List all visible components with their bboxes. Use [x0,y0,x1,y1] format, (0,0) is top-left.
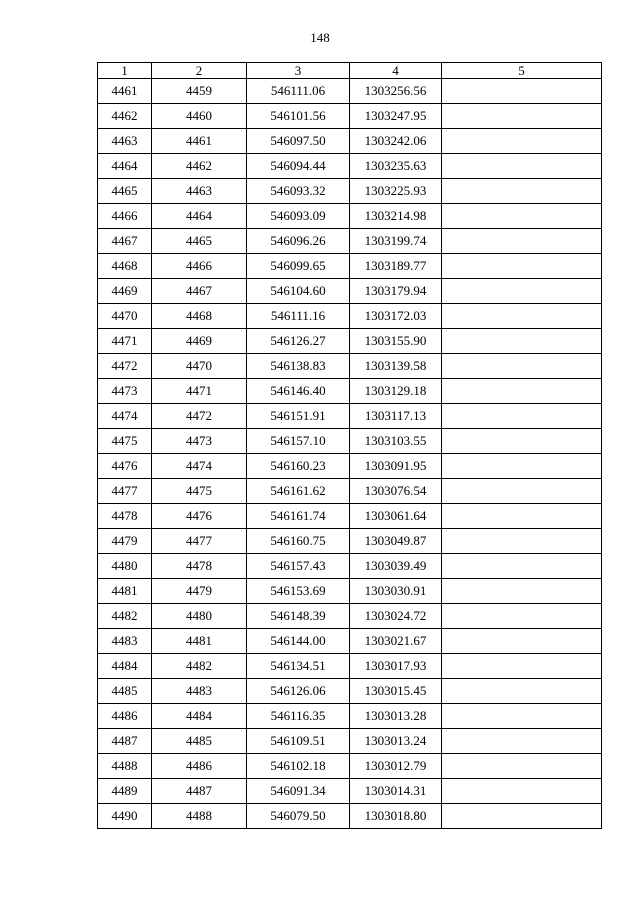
table-row [98,329,602,354]
table-cell: 4470 [98,304,152,329]
table-cell: 4483 [98,629,152,654]
table-cell [442,629,602,654]
table-cell: 4488 [98,754,152,779]
table-row [98,404,602,429]
table-cell: 4473 [152,429,247,454]
table-cell: 4461 [98,79,152,104]
table-cell: 4481 [98,579,152,604]
table-row [98,779,602,804]
table-row [98,279,602,304]
table-cell: 4478 [98,504,152,529]
coordinates-table [97,62,602,829]
table-row [98,154,602,179]
table-cell: 546144.00 [247,629,350,654]
table-cell: 4488 [152,804,247,829]
table-cell: 546096.26 [247,229,350,254]
table-cell [442,529,602,554]
table-cell: 546126.06 [247,679,350,704]
table-cell: 4477 [98,479,152,504]
table-cell: 1303015.45 [350,679,442,704]
table-cell [442,329,602,354]
table-cell: 4485 [98,679,152,704]
table-cell: 4465 [152,229,247,254]
table-row [98,429,602,454]
table-cell: 1303014.31 [350,779,442,804]
table-row [98,804,602,829]
table-cell: 1303256.56 [350,79,442,104]
table-cell: 1303199.74 [350,229,442,254]
table-cell: 4468 [152,304,247,329]
table-cell: 4480 [152,604,247,629]
table-row [98,704,602,729]
table-row [98,679,602,704]
table-row [98,479,602,504]
table-cell: 4459 [152,79,247,104]
table-row [98,454,602,479]
table-cell [442,704,602,729]
table-cell: 546091.34 [247,779,350,804]
table-cell [442,679,602,704]
table-row [98,179,602,204]
table-cell: 4469 [98,279,152,304]
column-header: 1 [98,63,152,79]
table-cell [442,379,602,404]
page-number: 148 [310,30,330,45]
column-header: 4 [350,63,442,79]
table-cell [442,279,602,304]
table-cell: 4483 [152,679,247,704]
table-row [98,79,602,104]
table-cell: 4469 [152,329,247,354]
table-cell [442,479,602,504]
table-cell: 1303017.93 [350,654,442,679]
table-cell [442,129,602,154]
table-cell [442,404,602,429]
table-cell: 4470 [152,354,247,379]
table-cell: 4460 [152,104,247,129]
table-cell: 1303024.72 [350,604,442,629]
table-cell: 1303013.24 [350,729,442,754]
table-cell: 546138.83 [247,354,350,379]
column-header: 5 [442,63,602,79]
table-cell: 4461 [152,129,247,154]
table-body [98,79,602,829]
table-cell: 4462 [152,154,247,179]
table-cell: 1303018.80 [350,804,442,829]
table-cell: 4481 [152,629,247,654]
table-cell: 1303189.77 [350,254,442,279]
table-cell [442,179,602,204]
table-cell: 4468 [98,254,152,279]
table-row [98,379,602,404]
table-row [98,254,602,279]
table-cell: 4486 [98,704,152,729]
table-cell: 4482 [98,604,152,629]
table-cell: 546126.27 [247,329,350,354]
table-row [98,304,602,329]
table-cell: 1303103.55 [350,429,442,454]
table-cell: 1303021.67 [350,629,442,654]
table-row [98,229,602,254]
table-cell: 546079.50 [247,804,350,829]
table-row [98,579,602,604]
table-cell: 4462 [98,104,152,129]
table-cell: 4489 [98,779,152,804]
table-cell: 546093.09 [247,204,350,229]
table-cell: 4471 [152,379,247,404]
table-cell: 4466 [98,204,152,229]
table-cell: 4487 [98,729,152,754]
table-cell: 1303214.98 [350,204,442,229]
table-cell [442,254,602,279]
table-cell: 4475 [98,429,152,454]
table-cell [442,729,602,754]
table-cell [442,429,602,454]
table-cell: 1303172.03 [350,304,442,329]
table-cell: 1303155.90 [350,329,442,354]
table-cell: 4464 [98,154,152,179]
table-row [98,604,602,629]
table-row [98,504,602,529]
table-row [98,754,602,779]
table-cell [442,604,602,629]
table-cell: 546157.43 [247,554,350,579]
table-cell: 4479 [98,529,152,554]
table-cell: 1303076.54 [350,479,442,504]
table-cell: 546094.44 [247,154,350,179]
table-cell: 4475 [152,479,247,504]
table-cell [442,304,602,329]
table-cell: 546151.91 [247,404,350,429]
table-cell: 546148.39 [247,604,350,629]
table-cell: 1303061.64 [350,504,442,529]
table-cell: 4472 [152,404,247,429]
table-cell: 4464 [152,204,247,229]
table-cell: 546161.74 [247,504,350,529]
table-cell [442,579,602,604]
table-cell: 4478 [152,554,247,579]
table-cell [442,154,602,179]
table-cell [442,354,602,379]
table-cell: 4479 [152,579,247,604]
table-cell: 4473 [98,379,152,404]
table-cell: 4467 [98,229,152,254]
table-cell: 546157.10 [247,429,350,454]
table-header-row [98,63,602,79]
table-cell: 1303179.94 [350,279,442,304]
table-row [98,529,602,554]
table-cell [442,454,602,479]
table-cell: 4472 [98,354,152,379]
table-cell: 4463 [98,129,152,154]
table-cell: 4467 [152,279,247,304]
table-cell: 4485 [152,729,247,754]
table-cell: 4484 [152,704,247,729]
table-cell: 546109.51 [247,729,350,754]
table-row [98,354,602,379]
table-cell [442,754,602,779]
table-cell: 4463 [152,179,247,204]
table-cell: 546146.40 [247,379,350,404]
table-cell: 4476 [98,454,152,479]
table-cell: 1303049.87 [350,529,442,554]
table-cell: 546099.65 [247,254,350,279]
table-cell: 1303117.13 [350,404,442,429]
table-cell: 1303129.18 [350,379,442,404]
table-row [98,129,602,154]
table-cell: 546161.62 [247,479,350,504]
table-cell [442,554,602,579]
table-cell [442,654,602,679]
table-cell [442,229,602,254]
table-cell: 4482 [152,654,247,679]
table-row [98,204,602,229]
table-cell: 546102.18 [247,754,350,779]
table-row [98,729,602,754]
table-cell: 4471 [98,329,152,354]
table-cell: 546153.69 [247,579,350,604]
table-cell: 546097.50 [247,129,350,154]
table-cell: 4474 [98,404,152,429]
table-cell: 4466 [152,254,247,279]
table-cell [442,79,602,104]
table-row [98,629,602,654]
table-cell: 4486 [152,754,247,779]
table-cell: 1303242.06 [350,129,442,154]
table-cell: 1303139.58 [350,354,442,379]
table-cell: 546111.06 [247,79,350,104]
table-cell: 546116.35 [247,704,350,729]
table-cell: 1303235.63 [350,154,442,179]
column-header: 2 [152,63,247,79]
table-cell: 4490 [98,804,152,829]
table-cell: 546093.32 [247,179,350,204]
table-cell [442,104,602,129]
table-cell: 546160.23 [247,454,350,479]
table-cell: 4476 [152,504,247,529]
table-cell: 4480 [98,554,152,579]
table-cell: 546101.56 [247,104,350,129]
column-header: 3 [247,63,350,79]
table-cell: 1303247.95 [350,104,442,129]
table-cell: 1303030.91 [350,579,442,604]
table-cell [442,804,602,829]
table-cell: 4484 [98,654,152,679]
table-cell: 1303013.28 [350,704,442,729]
table-row [98,104,602,129]
table-cell [442,504,602,529]
table-cell: 1303012.79 [350,754,442,779]
table-cell [442,204,602,229]
table-cell: 1303225.93 [350,179,442,204]
table-cell: 4465 [98,179,152,204]
table-cell: 546104.60 [247,279,350,304]
table-cell: 546111.16 [247,304,350,329]
table-cell [442,779,602,804]
table-cell: 4487 [152,779,247,804]
table-row [98,554,602,579]
table-cell: 4474 [152,454,247,479]
table-row [98,654,602,679]
table-cell: 546134.51 [247,654,350,679]
table-cell: 546160.75 [247,529,350,554]
table-cell: 1303039.49 [350,554,442,579]
table-cell: 1303091.95 [350,454,442,479]
table-cell: 4477 [152,529,247,554]
